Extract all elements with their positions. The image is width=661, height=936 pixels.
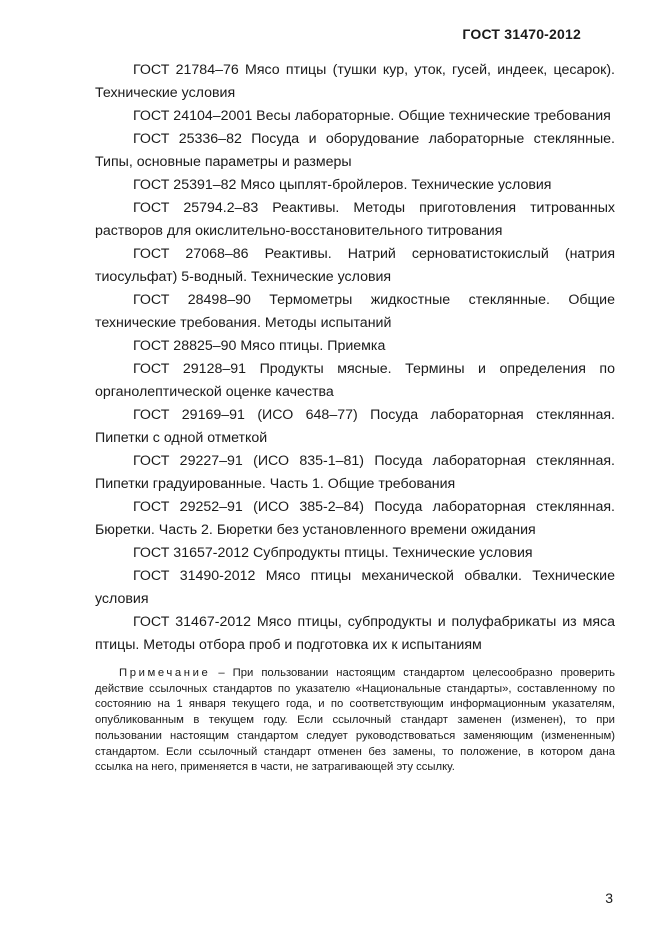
references-list — [95, 59, 615, 787]
reference-item: ГОСТ 29252–91 (ИСО 385-2–84) Посуда лабораторная стеклянная. Бюретки. Часть 2. Бюретки без установленного времени ожидания — [95, 499, 615, 538]
note-label: Примечание — [119, 667, 211, 679]
reference-item: ГОСТ 31657-2012 Субпродукты птицы. Технические условия — [133, 545, 533, 561]
reference-item: ГОСТ 28825–90 Мясо птицы. Приемка — [133, 338, 386, 354]
reference-item: ГОСТ 27068–86 Реактивы. Натрий серноватистокислый (натрия тиосульфат) 5-водный. Технические условия — [95, 246, 615, 285]
note-paragraph — [95, 666, 615, 776]
page-header-doc-id: ГОСТ 31470-2012 — [462, 26, 581, 42]
page-number: 3 — [605, 890, 613, 906]
note-text: – При пользовании настоящим стандартом целесообразно проверить действие ссылочных стандартов по указателю «Национальные стандарты», составленному по состоянию на 1 января текущего года, и по соответствующим информационным указателям, опубликованным в текущем году. Если ссылочный стандарт заменен (изменен), то при пользовании настоящим стандартом следует руководствоваться заменяющим (измененным) стандартом. Если ссылочный стандарт отменен без замены, то положение, в котором дана ссылка на него, применяется в части, не затрагивающей эту ссылку. — [95, 667, 615, 774]
reference-item: ГОСТ 25391–82 Мясо цыплят-бройлеров. Технические условия — [133, 177, 552, 193]
reference-item: ГОСТ 28498–90 Термометры жидкостные стеклянные. Общие технические требования. Методы испытаний — [95, 292, 615, 331]
reference-item: ГОСТ 29128–91 Продукты мясные. Термины и определения по органолептической оценке качества — [95, 361, 615, 400]
reference-item: ГОСТ 29227–91 (ИСО 835-1–81) Посуда лабораторная стеклянная. Пипетки градуированные. Часть 1. Общие требования — [95, 453, 615, 492]
reference-item: ГОСТ 21784–76 Мясо птицы (тушки кур, уток, гусей, индеек, цесарок). Технические условия — [95, 62, 615, 101]
reference-item: ГОСТ 25794.2–83 Реактивы. Методы приготовления титрованных растворов для окислительно-восстановительного титрования — [95, 200, 615, 239]
reference-item: ГОСТ 25336–82 Посуда и оборудование лабораторные стеклянные. Типы, основные параметры и размеры — [95, 131, 615, 170]
reference-item: ГОСТ 24104–2001 Весы лабораторные. Общие технические требования — [133, 108, 611, 124]
reference-item: ГОСТ 31467-2012 Мясо птицы, субпродукты и полуфабрикаты из мяса птицы. Методы отбора проб и подготовка их к испытаниям — [95, 614, 615, 653]
reference-item: ГОСТ 31490-2012 Мясо птицы механической обвалки. Технические условия — [95, 568, 615, 607]
reference-item: ГОСТ 29169–91 (ИСО 648–77) Посуда лабораторная стеклянная. Пипетки с одной отметкой — [95, 407, 615, 446]
